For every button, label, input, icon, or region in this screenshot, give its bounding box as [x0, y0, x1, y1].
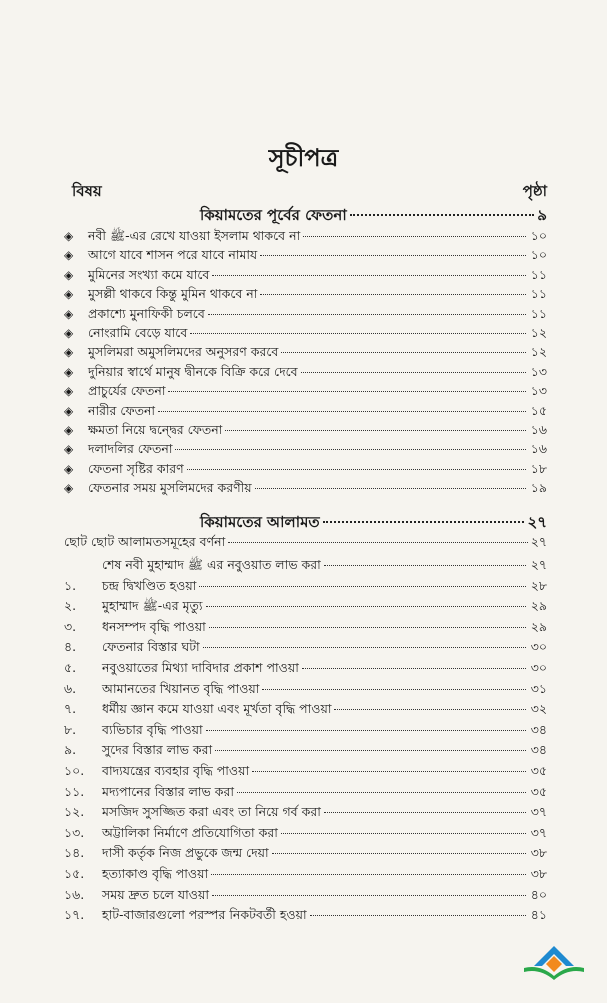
entry-page: ১১: [530, 305, 547, 321]
entry-page: ২৮: [530, 577, 547, 593]
entry-number: ৩.: [64, 618, 77, 634]
dot-leader: [272, 853, 526, 854]
dot-leader: [206, 606, 526, 607]
dot-leader: [301, 372, 526, 373]
toc-entry: [64, 306, 547, 326]
entry-page: ২৯: [530, 618, 547, 634]
entry-page: ৩৪: [530, 742, 547, 758]
entry-number: ২.: [64, 598, 77, 614]
entry-label: দলাদলির ফেতনা: [88, 441, 173, 457]
entry-label: মুমিনের সংখ্যা কমে যাবে: [88, 266, 210, 282]
diamond-bullet-icon: ◈: [64, 481, 74, 496]
dot-leader: [260, 255, 526, 256]
entry-label: ব্যভিচার বৃদ্ধি পাওয়া: [102, 721, 203, 737]
diamond-bullet-icon: ◈: [64, 384, 74, 399]
entry-page: ৩৭: [530, 824, 547, 840]
diamond-bullet-icon: ◈: [64, 403, 74, 418]
dot-leader: [206, 730, 526, 731]
entry-label: নারীর ফেতনা: [88, 402, 156, 418]
dot-leader: [324, 565, 526, 566]
entry-page: ১২: [530, 325, 547, 340]
entry-page: ১২: [530, 344, 547, 360]
entry-page: ৩৪: [530, 721, 547, 737]
entry-page: ১৮: [530, 460, 547, 476]
section-page: ২৭: [527, 513, 547, 531]
toc-entry: [64, 247, 547, 267]
toc-entry: [64, 804, 547, 824]
entry-page: ৪০: [530, 886, 547, 902]
entry-number: ৮.: [64, 721, 77, 737]
toc-entry: [64, 681, 547, 701]
entry-label: ক্ষমতা নিয়ে দ্বন্দ্বের ফেতনা: [88, 422, 223, 437]
toc-entry: [64, 784, 547, 804]
dot-leader: [255, 488, 526, 489]
entry-number: ১১.: [64, 783, 85, 799]
toc-entry: [64, 441, 547, 461]
entry-page: ১৩: [530, 383, 547, 399]
entry-label: ধর্মীয় জ্ঞান কমে যাওয়া এবং মূর্খতা বৃদ্ধি পাওয়া: [102, 701, 332, 717]
dot-leader: [252, 771, 526, 772]
entry-number: ১০.: [64, 763, 85, 778]
entry-label: শেষ নবী মুহাম্মাদ ﷺ এর নবুওয়াত লাভ করা: [102, 557, 321, 572]
dot-leader: [212, 895, 526, 896]
entry-label: নোংরামি বেড়ে যাবে: [88, 325, 188, 340]
section-heading-signs: [200, 511, 547, 536]
entry-page: ১০: [530, 247, 547, 263]
toc-entry: [64, 578, 547, 598]
entry-label: নবুওয়াতের মিথ্যা দাবিদার প্রকাশ পাওয়া: [102, 660, 299, 675]
entry-number: ৯.: [64, 742, 77, 758]
dot-leader: [228, 542, 528, 543]
section-label: কিয়ামতের পূর্বের ফেতনা: [200, 206, 347, 224]
entry-page: ৪১: [530, 907, 547, 923]
entry-label: ফেতনার বিস্তার ঘটা: [102, 639, 200, 655]
entry-page: ৩৫: [530, 783, 547, 799]
entry-page: ৩২: [530, 701, 547, 717]
entry-label: হত্যাকাণ্ড বৃদ্ধি পাওয়া: [102, 866, 209, 881]
entry-number: ১৭.: [64, 907, 85, 923]
entry-label: হাট-বাজারগুলো পরস্পর নিকটবর্তী হওয়া: [102, 907, 307, 923]
entry-page: ৩০: [530, 660, 547, 675]
entry-label: মুসল্লী থাকবে কিন্তু মুমিন থাকবে না: [88, 286, 258, 302]
dot-leader: [187, 469, 526, 470]
diamond-bullet-icon: ◈: [64, 306, 74, 321]
toc-entry: [64, 907, 547, 927]
toc-entry: [64, 742, 547, 762]
page-column-header: পৃষ্ঠা: [522, 182, 547, 200]
diamond-bullet-icon: ◈: [64, 267, 74, 282]
entry-label: সুদের বিস্তার লাভ করা: [102, 742, 213, 758]
diamond-bullet-icon: ◈: [64, 229, 74, 243]
toc-entry: [64, 422, 547, 442]
entry-number: ১৫.: [64, 866, 85, 881]
dot-leader: [237, 792, 526, 793]
entry-number: ৫.: [64, 660, 77, 675]
entry-label: দাসী কর্তৃক নিজ প্রভুকে জন্ম দেয়া: [102, 845, 269, 861]
section-heading-fitna: [200, 204, 547, 229]
dot-leader: [323, 521, 525, 523]
entry-page: ২৯: [530, 598, 547, 614]
entry-number: ১৬.: [64, 886, 85, 902]
dot-leader: [208, 314, 526, 315]
dot-leader: [190, 333, 526, 334]
page-title: সূচীপত্র: [268, 144, 339, 172]
entry-number: ১৩.: [64, 824, 85, 840]
dot-leader: [281, 352, 526, 353]
dot-leader: [281, 833, 526, 834]
entry-page: ১৫: [530, 402, 547, 418]
dot-leader: [211, 874, 526, 875]
entry-label: প্রকাশ্যে মুনাফিকী চলবে: [88, 305, 205, 321]
entry-label: সময় দ্রুত চলে যাওয়া: [102, 886, 209, 902]
toc-entry: [64, 866, 547, 886]
toc-entry: [64, 403, 547, 423]
entry-number: ১২.: [64, 804, 85, 820]
dot-leader: [334, 709, 526, 710]
diamond-bullet-icon: ◈: [64, 461, 74, 476]
toc-entry: [64, 845, 547, 865]
toc-entry: [64, 825, 547, 845]
entry-label: প্রাচুর্যের ফেতনা: [88, 383, 166, 399]
dot-leader: [303, 236, 526, 237]
diamond-bullet-icon: ◈: [64, 423, 74, 437]
dot-leader: [168, 391, 526, 392]
dot-leader: [324, 812, 526, 813]
section-label: কিয়ামতের আলামত: [200, 513, 320, 531]
toc-entry: [64, 267, 547, 287]
entry-label: দুনিয়ার স্বার্থে মানুষ দ্বীনকে বিক্রি করে দেবে: [88, 363, 298, 379]
entry-label: নবী ﷺ-এর রেখে যাওয়া ইসলাম থাকবে না: [88, 228, 301, 243]
entry-page: ১৬: [530, 441, 547, 457]
toc-entry: [64, 383, 547, 403]
section-page: ৯: [537, 206, 547, 224]
diamond-bullet-icon: ◈: [64, 248, 74, 263]
entry-label: ফেতনার সময় মুসলিমদের করণীয়: [88, 480, 252, 496]
toc-entry: [64, 639, 547, 659]
entry-label: মদ্যপানের বিস্তার লাভ করা: [102, 783, 235, 799]
diamond-bullet-icon: ◈: [64, 364, 74, 379]
toc-entry: [64, 619, 547, 639]
entry-label: আগে যাবে শাসন পরে যাবে নামায: [88, 247, 258, 263]
entry-page: ১৬: [530, 422, 547, 437]
toc-entry: [64, 701, 547, 721]
diamond-bullet-icon: ◈: [64, 287, 74, 302]
entry-page: ৩৮: [530, 845, 547, 861]
subheading-page: ২৭: [530, 534, 547, 549]
entry-number: ৪.: [64, 639, 77, 655]
dot-leader: [175, 449, 526, 450]
dot-leader: [199, 586, 526, 587]
toc-entry: [64, 480, 547, 500]
entry-number: ১৪.: [64, 845, 85, 861]
dot-leader: [310, 915, 526, 916]
toc-entry: [64, 763, 547, 783]
entry-page: ১০: [530, 228, 547, 243]
entry-label: মসজিদ সুসজ্জিত করা এবং তা নিয়ে গর্ব করা: [102, 804, 321, 820]
toc-entry: [64, 364, 547, 384]
dot-leader: [262, 689, 526, 690]
dot-leader: [158, 411, 526, 412]
entry-label: ফেতনা সৃষ্টির কারণ: [88, 460, 184, 476]
publisher-logo: [522, 944, 586, 982]
toc-entry: [64, 325, 547, 345]
toc-entry: [64, 461, 547, 481]
entry-label: চন্দ্র দ্বিখণ্ডিত হওয়া: [102, 577, 197, 593]
dot-leader: [215, 750, 526, 751]
entry-label: মুসলিমরা অমুসলিমদের অনুসরণ করবে: [88, 344, 279, 360]
entry-page: ২৭: [530, 557, 547, 572]
diamond-bullet-icon: ◈: [64, 442, 74, 457]
dot-leader: [225, 430, 526, 431]
subheading-minor-signs: [64, 534, 547, 554]
toc-entry: [64, 228, 547, 248]
toc-entry: [64, 722, 547, 742]
entry-page: ১১: [530, 286, 547, 302]
entry-label: বাদ্যযন্ত্রের ব্যবহার বৃদ্ধি পাওয়া: [102, 763, 250, 778]
toc-entry: [64, 660, 547, 680]
entry-page: ৩০: [530, 639, 547, 655]
entry-label: অট্টালিকা নির্মাণে প্রতিযোগিতা করা: [102, 824, 278, 840]
entry-number: ৬.: [64, 680, 77, 696]
toc-entry: [64, 286, 547, 306]
toc-entry: [64, 557, 547, 577]
entry-label: আমানতের খিয়ানত বৃদ্ধি পাওয়া: [102, 680, 260, 696]
entry-number: ১.: [64, 577, 77, 593]
entry-label: ধনসম্পদ বৃদ্ধি পাওয়া: [102, 618, 206, 634]
entry-page: ৩৭: [530, 804, 547, 820]
toc-entry: [64, 598, 547, 618]
entry-page: ৩১: [530, 680, 547, 696]
dot-leader: [260, 294, 526, 295]
dot-leader: [350, 214, 535, 216]
toc-entry: [64, 887, 547, 907]
dot-leader: [212, 275, 526, 276]
entry-page: ১১: [530, 266, 547, 282]
dot-leader: [209, 627, 526, 628]
entry-page: ১৯: [530, 480, 547, 496]
dot-leader: [203, 647, 526, 648]
dot-leader: [302, 668, 526, 669]
toc-entry: [64, 344, 547, 364]
subject-column-header: বিষয়: [72, 182, 102, 200]
entry-page: ১৩: [530, 363, 547, 379]
subheading-label: ছোট ছোট আলামতসমূহের বর্ণনা: [64, 534, 226, 549]
entry-page: ৩৫: [530, 763, 547, 778]
diamond-bullet-icon: ◈: [64, 326, 74, 340]
diamond-bullet-icon: ◈: [64, 345, 74, 360]
entry-label: মুহাম্মাদ ﷺ-এর মৃত্যু: [102, 598, 203, 614]
entry-number: ৭.: [64, 701, 77, 717]
entry-page: ৩৮: [530, 866, 547, 881]
